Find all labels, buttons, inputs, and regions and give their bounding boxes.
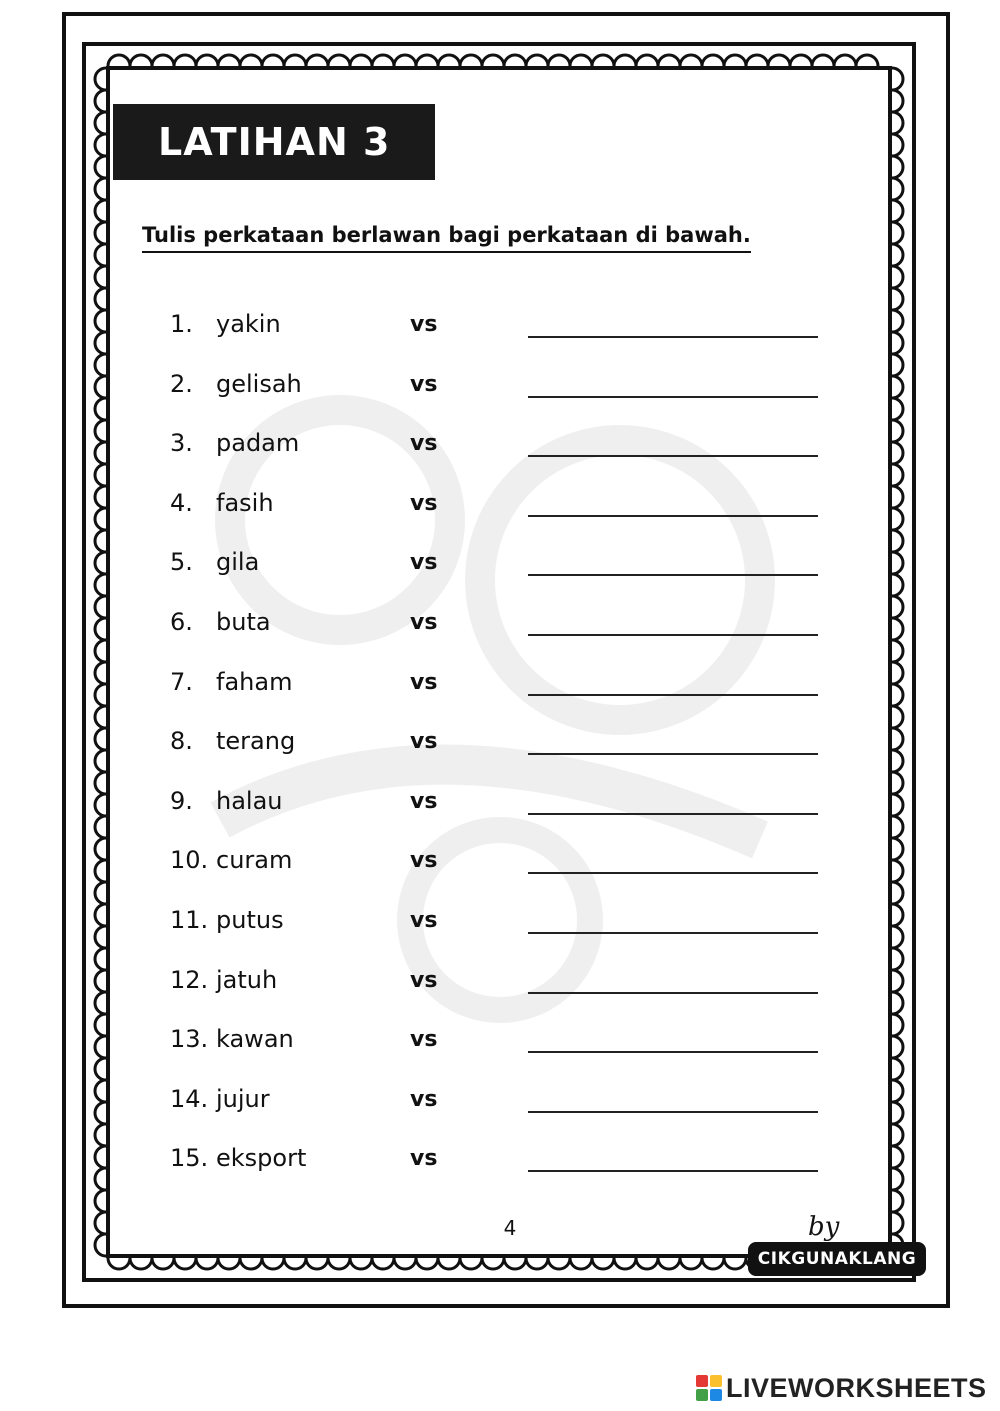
border-scallop xyxy=(892,156,903,178)
border-scallop xyxy=(174,1258,196,1269)
item-word: padam xyxy=(216,429,300,458)
border-scallop xyxy=(702,1258,724,1269)
vs-label: vs xyxy=(410,371,438,397)
item-word: kawan xyxy=(216,1025,294,1054)
border-scallop xyxy=(240,55,262,66)
border-scallop xyxy=(284,55,306,66)
vs-label: vs xyxy=(410,1086,438,1112)
answer-line[interactable] xyxy=(528,574,818,576)
border-scallop xyxy=(892,816,903,838)
answer-line[interactable] xyxy=(528,1111,818,1113)
answer-line[interactable] xyxy=(528,932,818,934)
border-scallop xyxy=(892,68,903,90)
border-scallop xyxy=(95,156,106,178)
vs-label: vs xyxy=(410,967,438,993)
border-scallop xyxy=(892,640,903,662)
border-scallop xyxy=(614,55,636,66)
item-word: gila xyxy=(216,548,260,577)
border-scallop xyxy=(892,618,903,640)
border-scallop xyxy=(416,55,438,66)
border-scallop xyxy=(262,55,284,66)
vs-label: vs xyxy=(410,729,438,755)
brand-by-text: by xyxy=(808,1212,840,1242)
border-scallop xyxy=(95,376,106,398)
border-scallop xyxy=(548,1258,570,1269)
border-scallop xyxy=(306,1258,328,1269)
border-scallop xyxy=(95,794,106,816)
border-scallop xyxy=(892,244,903,266)
border-scallop xyxy=(892,574,903,596)
border-scallop xyxy=(892,948,903,970)
border-scallop xyxy=(95,926,106,948)
border-scallop xyxy=(130,1258,152,1269)
liveworksheets-logo-icon xyxy=(696,1375,722,1401)
brand-name: CIKGUNAKLANG xyxy=(748,1242,926,1276)
item-number: 11. xyxy=(170,906,209,934)
exercise-row xyxy=(170,723,830,763)
border-scallop xyxy=(95,1014,106,1036)
exercise-row xyxy=(170,425,830,465)
border-scallop xyxy=(892,1190,903,1212)
border-scallop xyxy=(892,706,903,728)
border-scallop xyxy=(416,1258,438,1269)
border-scallop xyxy=(95,1124,106,1146)
border-scallop xyxy=(95,90,106,112)
answer-line[interactable] xyxy=(528,1170,818,1172)
border-scallop xyxy=(570,1258,592,1269)
border-scallop xyxy=(892,992,903,1014)
border-scallop xyxy=(724,55,746,66)
border-scallop xyxy=(95,1190,106,1212)
border-scallop xyxy=(892,464,903,486)
border-scallop xyxy=(95,530,106,552)
border-scallop xyxy=(636,1258,658,1269)
border-scallop xyxy=(636,55,658,66)
border-scallop xyxy=(350,1258,372,1269)
border-scallop xyxy=(95,904,106,926)
exercise-row xyxy=(170,783,830,823)
item-number: 8. xyxy=(170,727,193,756)
item-number: 7. xyxy=(170,667,193,696)
item-number: 9. xyxy=(170,786,193,815)
border-scallop xyxy=(95,838,106,860)
border-scallop xyxy=(768,55,790,66)
border-scallop xyxy=(892,1058,903,1080)
vs-label: vs xyxy=(410,312,438,337)
logo-square-icon xyxy=(696,1375,708,1387)
answer-line[interactable] xyxy=(528,753,818,755)
border-scallop xyxy=(196,1258,218,1269)
border-scallop xyxy=(95,1212,106,1234)
page-title: LATIHAN 3 xyxy=(113,104,435,180)
border-scallop xyxy=(95,310,106,332)
border-scallop xyxy=(892,310,903,332)
border-scallop xyxy=(95,1146,106,1168)
border-scallop xyxy=(95,398,106,420)
border-scallop xyxy=(892,112,903,134)
vs-label: vs xyxy=(410,490,438,516)
border-scallop xyxy=(95,464,106,486)
answer-line[interactable] xyxy=(528,515,818,517)
border-scallop xyxy=(592,55,614,66)
border-scallop xyxy=(892,288,903,310)
border-scallop xyxy=(438,1258,460,1269)
border-scallop xyxy=(328,1258,350,1269)
border-scallop xyxy=(372,1258,394,1269)
instruction-text: Tulis perkataan berlawan bagi perkataan di bawah. xyxy=(142,223,751,253)
border-scallop xyxy=(95,68,106,90)
answer-line[interactable] xyxy=(528,813,818,815)
border-scallop xyxy=(95,420,106,442)
brand-logo xyxy=(748,1212,928,1280)
border-scallop xyxy=(892,1080,903,1102)
item-number: 4. xyxy=(170,488,193,517)
border-scallop xyxy=(394,55,416,66)
border-scallop xyxy=(702,55,724,66)
border-scallop xyxy=(218,55,240,66)
exercise-row xyxy=(170,1021,830,1061)
border-scallop xyxy=(95,948,106,970)
border-scallop xyxy=(482,1258,504,1269)
item-word: fasih xyxy=(216,488,274,517)
border-scallop xyxy=(892,222,903,244)
border-scallop xyxy=(504,55,526,66)
logo-square-icon xyxy=(710,1375,722,1387)
border-scallop xyxy=(394,1258,416,1269)
border-scallop xyxy=(892,1036,903,1058)
border-scallop xyxy=(240,1258,262,1269)
border-scallop xyxy=(95,684,106,706)
item-word: jatuh xyxy=(216,965,278,994)
border-scallop xyxy=(196,55,218,66)
border-scallop xyxy=(892,90,903,112)
item-word: halau xyxy=(216,786,283,815)
border-scallop xyxy=(95,266,106,288)
exercise-row xyxy=(170,366,830,406)
vs-label: vs xyxy=(410,1027,438,1053)
border-scallop xyxy=(95,728,106,750)
border-scallop xyxy=(438,55,460,66)
border-scallop xyxy=(95,288,106,310)
border-scallop xyxy=(95,1168,106,1190)
border-scallop xyxy=(372,55,394,66)
border-scallop xyxy=(482,55,504,66)
item-word: eksport xyxy=(216,1144,307,1173)
item-number: 3. xyxy=(170,429,193,458)
border-scallop xyxy=(892,530,903,552)
border-scallop xyxy=(892,794,903,816)
border-scallop xyxy=(108,55,130,66)
border-scallop xyxy=(152,55,174,66)
border-scallop xyxy=(892,860,903,882)
border-scallop xyxy=(108,1258,130,1269)
item-word: faham xyxy=(216,667,293,696)
border-scallop xyxy=(95,816,106,838)
border-scallop xyxy=(892,332,903,354)
border-scallop xyxy=(548,55,570,66)
border-scallop xyxy=(892,486,903,508)
item-word: terang xyxy=(216,727,296,756)
border-scallop xyxy=(680,1258,702,1269)
border-scallop xyxy=(95,1080,106,1102)
border-scallop xyxy=(262,1258,284,1269)
border-scallop xyxy=(95,1234,106,1256)
border-scallop xyxy=(95,1058,106,1080)
border-scallop xyxy=(95,112,106,134)
border-scallop xyxy=(892,266,903,288)
answer-line[interactable] xyxy=(528,1051,818,1053)
item-word: gelisah xyxy=(216,369,302,398)
border-scallop xyxy=(306,55,328,66)
vs-label: vs xyxy=(410,669,438,695)
item-number: 1. xyxy=(170,310,193,338)
border-scallop xyxy=(460,55,482,66)
border-scallop xyxy=(95,618,106,640)
border-scallop xyxy=(892,1014,903,1036)
border-scallop xyxy=(892,1146,903,1168)
border-scallop xyxy=(95,354,106,376)
border-scallop xyxy=(460,1258,482,1269)
item-number: 10. xyxy=(170,846,209,875)
border-scallop xyxy=(95,178,106,200)
exercise-row xyxy=(170,902,830,942)
item-number: 13. xyxy=(170,1025,209,1054)
vs-label: vs xyxy=(410,431,438,457)
vs-label: vs xyxy=(410,788,438,814)
border-scallop xyxy=(95,662,106,684)
page-number: 4 xyxy=(503,1216,517,1240)
border-scallop xyxy=(95,552,106,574)
exercise-row xyxy=(170,306,830,346)
border-scallop xyxy=(526,55,548,66)
answer-line[interactable] xyxy=(528,694,818,696)
border-scallop xyxy=(95,860,106,882)
answer-line[interactable] xyxy=(528,396,818,398)
border-scallop xyxy=(658,1258,680,1269)
border-scallop xyxy=(892,1124,903,1146)
item-number: 5. xyxy=(170,548,193,577)
border-scallop xyxy=(95,882,106,904)
exercise-row xyxy=(170,1081,830,1121)
border-scallop xyxy=(892,772,903,794)
border-scallop xyxy=(614,1258,636,1269)
border-scallop xyxy=(95,992,106,1014)
border-scallop xyxy=(504,1258,526,1269)
border-scallop xyxy=(892,882,903,904)
item-word: yakin xyxy=(216,310,281,338)
border-scallop xyxy=(892,442,903,464)
item-word: jujur xyxy=(216,1084,270,1113)
border-scallop xyxy=(892,904,903,926)
vs-label: vs xyxy=(410,1146,438,1172)
border-scallop xyxy=(152,1258,174,1269)
border-scallop xyxy=(95,574,106,596)
item-number: 14. xyxy=(170,1084,209,1113)
border-scallop xyxy=(724,1258,746,1269)
border-scallop xyxy=(658,55,680,66)
border-scallop xyxy=(174,55,196,66)
exercise-row xyxy=(170,1140,830,1180)
border-scallop xyxy=(892,926,903,948)
border-scallop xyxy=(95,442,106,464)
border-scallop xyxy=(95,1036,106,1058)
border-scallop xyxy=(95,244,106,266)
border-scallop xyxy=(892,354,903,376)
border-scallop xyxy=(892,134,903,156)
item-word: buta xyxy=(216,608,271,636)
border-scallop xyxy=(95,772,106,794)
border-scallop xyxy=(570,55,592,66)
border-scallop xyxy=(95,596,106,618)
border-scallop xyxy=(95,706,106,728)
border-scallop xyxy=(350,55,372,66)
answer-line[interactable] xyxy=(528,336,818,338)
border-scallop xyxy=(95,222,106,244)
item-word: putus xyxy=(216,906,284,934)
border-scallop xyxy=(892,662,903,684)
vs-label: vs xyxy=(410,610,438,635)
item-number: 6. xyxy=(170,608,193,636)
border-scallop xyxy=(95,640,106,662)
answer-line[interactable] xyxy=(528,992,818,994)
border-scallop xyxy=(892,838,903,860)
item-number: 2. xyxy=(170,369,193,398)
border-scallop xyxy=(526,1258,548,1269)
vs-label: vs xyxy=(410,550,438,576)
exercise-row xyxy=(170,962,830,1002)
answer-line[interactable] xyxy=(528,872,818,874)
border-scallop xyxy=(95,970,106,992)
exercise-row xyxy=(170,544,830,584)
liveworksheets-footer xyxy=(696,1372,987,1404)
exercise-row xyxy=(170,842,830,882)
border-scallop xyxy=(892,420,903,442)
border-scallop xyxy=(218,1258,240,1269)
border-scallop xyxy=(95,486,106,508)
border-scallop xyxy=(892,970,903,992)
item-word: curam xyxy=(216,846,293,875)
logo-square-icon xyxy=(710,1389,722,1401)
border-scallop xyxy=(95,1102,106,1124)
border-scallop xyxy=(746,55,768,66)
border-scallop xyxy=(284,1258,306,1269)
exercise-row xyxy=(170,604,830,644)
border-scallop xyxy=(95,200,106,222)
border-scallop xyxy=(95,508,106,530)
border-scallop xyxy=(834,55,856,66)
liveworksheets-logo-text: LIVEWORKSHEETS xyxy=(726,1372,987,1403)
border-scallop xyxy=(95,750,106,772)
border-scallop xyxy=(892,750,903,772)
border-scallop xyxy=(892,684,903,706)
border-scallop xyxy=(680,55,702,66)
item-number: 15. xyxy=(170,1144,209,1173)
border-scallop xyxy=(892,552,903,574)
vs-label: vs xyxy=(410,848,438,874)
border-scallop xyxy=(892,178,903,200)
border-scallop xyxy=(892,200,903,222)
border-scallop xyxy=(592,1258,614,1269)
answer-line[interactable] xyxy=(528,634,818,636)
border-scallop xyxy=(95,134,106,156)
vs-label: vs xyxy=(410,908,438,933)
border-scallop xyxy=(892,398,903,420)
exercise-row xyxy=(170,485,830,525)
border-scallop xyxy=(95,332,106,354)
answer-line[interactable] xyxy=(528,455,818,457)
border-scallop xyxy=(856,55,878,66)
border-scallop xyxy=(130,55,152,66)
border-scallop xyxy=(892,508,903,530)
item-number: 12. xyxy=(170,965,209,994)
border-scallop xyxy=(892,596,903,618)
border-scallop xyxy=(892,1102,903,1124)
logo-square-icon xyxy=(696,1389,708,1401)
border-scallop xyxy=(892,1168,903,1190)
border-scallop xyxy=(892,376,903,398)
border-scallop xyxy=(892,728,903,750)
border-scallop xyxy=(328,55,350,66)
exercise-row xyxy=(170,664,830,704)
border-scallop xyxy=(812,55,834,66)
border-scallop xyxy=(790,55,812,66)
